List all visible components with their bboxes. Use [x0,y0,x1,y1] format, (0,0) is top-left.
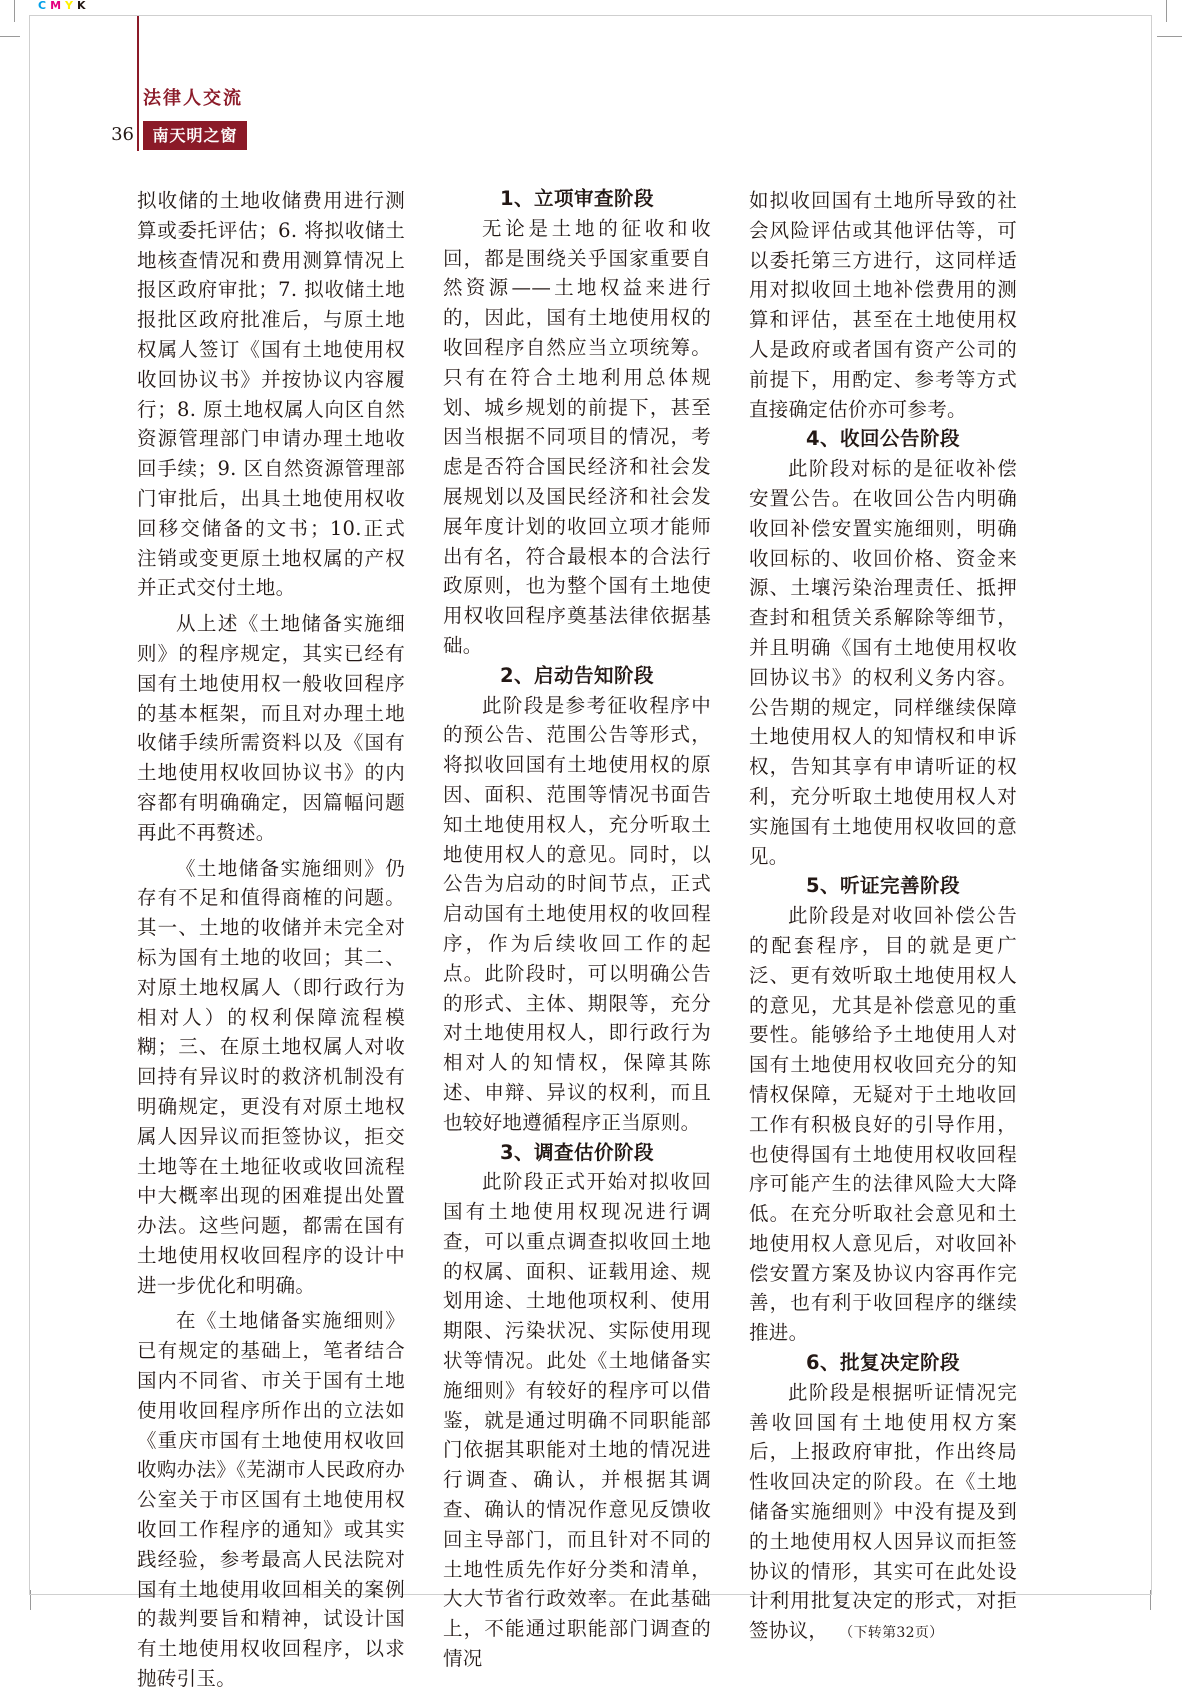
page-number: 36 [111,124,134,145]
paragraph-text: 此阶段是根据听证情况完善收回国有土地使用权方案后，上报政府审批，作出终局性收回决定的阶段。在《土地储备实施细则》中没有提及到的土地使用权人因异议而拒签协议的情形，其实可在此处设计利用批复决定的形式，对拒签协议， [749,1380,1017,1643]
paragraph: 如拟收回国有土地所导致的社会风险评估或其他评估等，可以委托第三方进行，这同样适用对拟收回土地补偿费用的测算和评估，甚至在土地使用权人是政府或者国有资产公司的前提下，用酌定、参考等方式直接确定估价亦可参考。 [749,189,1017,421]
paragraph: 此阶段是参考征收程序中的预公告、范围公告等形式，将拟收回国有土地使用权的原因、面积、范围等情况书面告知土地使用权人，充分听取土地使用权人的意见。同时，以公告为启动的时间节点，正式启动国有土地使用权的收回程序，作为后续收回工作的起点。此阶段时，可以明确公告的形式、主体、期限等，充分对土地使用权人，即行政行为相对人的知情权，保障其陈述、申辩、异议的权利，而且也较好地遵循程序正当原则。 [443,693,711,1134]
paragraph: 从上述《土地储备实施细则》的程序规定，其实已经有国有土地使用权一般收回程序的基本框架，而且对办理土地收储手续所需资料以及《国有土地使用权收回协议书》的内容都有明确确定，因篇幅问题再此不再赘述。 [137,612,405,844]
cmyk-letter-y: Y [65,0,77,12]
header-rule [137,16,139,151]
crop-mark [1157,36,1182,37]
trim-line [29,15,1152,16]
section-heading-2: 2、启动告知阶段 [499,663,655,687]
trim-line [1151,15,1152,1595]
section-heading-5: 5、听证完善阶段 [805,874,961,898]
paragraph: 此阶段是对收回补偿公告的配套程序，目的就是更广泛、更有效听取土地使用权人的意见，尤其是补偿意见的重要性。能够给予土地使用人对国有土地使用权收回充分的知情权保障，无疑对于土地收回工作有积极良好的引导作用，也使得国有土地使用权收回程序可能产生的法律风险大大降低。在充分听取社会意见和土地使用权人意见后，对收回补偿安置方案及协议内容再作完善，也有利于收回程序的继续推进。 [749,904,1017,1345]
article-column-3 [749,186,1017,1649]
section-title: 法律人交流 [143,88,243,109]
section-heading-3: 3、调查估价阶段 [499,1140,655,1164]
trim-line [29,15,30,1595]
column-badge: 南天明之窗 [143,121,247,150]
section-heading-4: 4、收回公告阶段 [805,427,961,451]
paragraph: 拟收储的土地收储费用进行测算或委托评估；6. 将拟收储土地核查情况和费用测算情况上报区政府审批；7. 拟收储土地报批区政府批准后，与原土地权属人签订《国有土地使用权收回协议书》并按协议内容履行；8. 原土地权属人向区自然资源管理部门申请办理土地收回手续；9. 区自然资源管理部门审批后，出具土地使用权收回移交储备的文书；10.正式注销或变更原土地权属的产权并正式交付土地。 [137,189,405,600]
cmyk-letter-c: C [38,0,51,12]
cmyk-letter-k: K [77,0,90,12]
paragraph: 此阶段正式开始对拟收回国有土地使用权现况进行调查，可以重点调查拟收回土地的权属、面积、证载用途、规划用途、土地他项权利、使用期限、污染状况、实际使用现状等情况。此处《土地储备实施细则》有较好的程序可以借鉴，就是通过明确不同职能部门依据其职能对土地的情况进行调查、确认，并根据其调查、确认的情况作意见反馈收回主导部门，而且针对不同的土地性质先作好分类和清单，大大节省行政效率。在此基础上，不能通过职能部门调查的情况 [443,1170,711,1671]
paragraph [749,1378,1017,1649]
continued-note: （下转第32页） [846,1625,944,1642]
section-heading-1: 1、立项审查阶段 [499,187,655,210]
crop-mark [1166,0,1167,22]
article-column-2 [443,184,711,1674]
crop-mark [14,0,15,22]
cmyk-color-bar [38,0,90,12]
paragraph: 《土地储备实施细则》仍存有不足和值得商榷的问题。其一、土地的收储并未完全对标为国有土地的收回；其二、对原土地权属人（即行政行为相对人）的权利保障流程模糊；三、在原土地权属人对收回持有异议时的救济机制没有明确规定，更没有对原土地权属人因异议而拒签协议，拒交土地等在土地征收或收回流程中大概率出现的困难提出处置办法。这些问题，都需在国有土地使用权收回程序的设计中进一步优化和明确。 [137,856,405,1297]
paragraph: 无论是土地的征收和收回，都是围绕关乎国家重要自然资源——土地权益来进行的，因此，国有土地使用权的收回程序自然应当立项统筹。只有在符合土地利用总体规划、城乡规划的前提下，甚至因当根据不同项目的情况，考虑是否符合国民经济和社会发展规划以及国民经济和社会发展年度计划的收回立项才能师出有名，符合最根本的合法行政原则，也为整个国有土地使用权收回程序奠基法律依据基础。 [443,216,711,657]
paragraph: 在《土地储备实施细则》已有规定的基础上，笔者结合国内不同省、市关于国有土地使用收回程序所作出的立法如《重庆市国有土地使用权收回收购办法》《芜湖市人民政府办公室关于市区国有土地使用权收回工作程序的通知》或其实践经验，参考最高人民法院对国有土地使用收回相关的案例的裁判要旨和精神，试设计国有土地使用权收回程序，以求抛砖引玉。 [137,1309,405,1691]
crop-mark [0,36,20,37]
paragraph: 此阶段对标的是征收补偿安置公告。在收回公告内明确收回补偿安置实施细则，明确收回标的、收回价格、资金来源、土壤污染治理责任、抵押查封和租赁关系解除等细节，并且明确《国有土地使用权收回协议书》的权利义务内容。公告期的规定，同样继续保障土地使用权人的知情权和申诉权，告知其享有申请听证的权利，充分听取土地使用权人对实施国有土地使用权收回的意见。 [749,457,1017,868]
crop-mark [30,1590,31,1610]
article-column-1 [137,186,405,1694]
cmyk-letter-m: M [50,0,66,12]
section-heading-6: 6、批复决定阶段 [805,1351,961,1375]
